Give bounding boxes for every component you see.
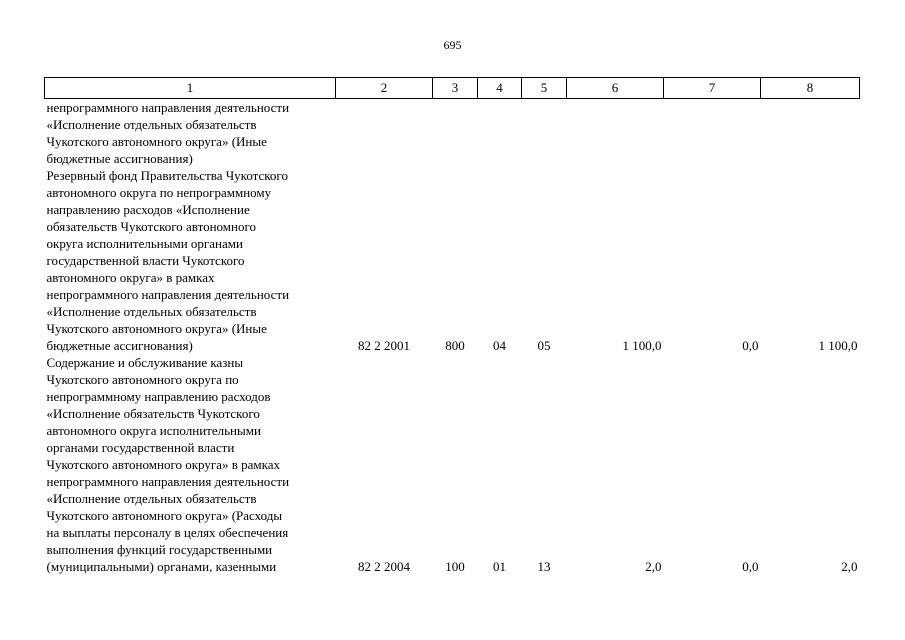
row-col8	[761, 99, 860, 168]
column-header-6: 6	[567, 78, 664, 99]
row-col8: 2,0	[841, 559, 858, 574]
description-line: государственной власти Чукотского	[46, 253, 245, 268]
column-header-2: 2	[336, 78, 433, 99]
row-col5: 13	[537, 559, 551, 574]
description-line: непрограммного направления деятельности	[46, 100, 290, 115]
table-row	[45, 99, 860, 168]
row-col6: 1 100,0	[622, 338, 662, 353]
description-line: Содержание и обслуживание казны	[46, 355, 244, 370]
column-header-8: 8	[761, 78, 860, 99]
description-line: Чукотского автономного округа» в рамках	[46, 457, 280, 472]
row-col7	[664, 99, 761, 168]
row-code: 82 2 2001	[358, 338, 410, 353]
description-line: Чукотского автономного округа» (Иные	[46, 134, 267, 149]
description-line: Чукотского автономного округа» (Иные	[46, 321, 267, 336]
description-line: «Исполнение отдельных обязательств	[46, 117, 257, 132]
table-row	[45, 167, 860, 354]
row-col8: 1 100,0	[818, 338, 858, 353]
description-line: непрограммного направления деятельности	[46, 474, 290, 489]
row-col6: 2,0	[645, 559, 662, 574]
row-col4: 01	[493, 559, 506, 574]
description-line: «Исполнение отдельных обязательств	[46, 304, 257, 319]
description-line: направлению расходов «Исполнение	[46, 202, 250, 217]
column-header-3: 3	[433, 78, 478, 99]
row-description	[45, 99, 336, 168]
description-line: на выплаты персоналу в целях обеспечения	[46, 525, 289, 540]
description-line: непрограммному направлению расходов	[46, 389, 271, 404]
column-header-5: 5	[522, 78, 567, 99]
table-row	[45, 354, 860, 575]
row-col4	[478, 99, 522, 168]
row-col5	[522, 99, 567, 168]
description-line: Чукотского автономного округа по	[46, 372, 239, 387]
page-number: 695	[443, 38, 462, 52]
row-code	[336, 99, 433, 168]
row-col7: 0,0	[742, 338, 759, 353]
description-line: (муниципальными) органами, казенными	[46, 559, 277, 574]
row-col5: 05	[537, 338, 551, 353]
budget-table-container	[44, 77, 859, 575]
description-line: «Исполнение отдельных обязательств	[46, 491, 257, 506]
row-description	[45, 354, 336, 575]
row-col3: 100	[445, 559, 465, 574]
row-col3	[433, 99, 478, 168]
description-line: Резервный фонд Правительства Чукотского	[46, 168, 288, 183]
description-line: выполнения функций государственными	[46, 542, 273, 557]
description-line: автономного округа по непрограммному	[46, 185, 272, 200]
description-line: автономного округа исполнительными	[46, 423, 261, 438]
description-line: «Исполнение обязательств Чукотского	[46, 406, 260, 421]
description-line: автономного округа» в рамках	[46, 270, 215, 285]
description-line: округа исполнительными органами	[46, 236, 243, 251]
column-header-7: 7	[664, 78, 761, 99]
description-line: бюджетные ассигнования)	[46, 151, 193, 166]
row-col3: 800	[445, 338, 465, 353]
table-header-row	[45, 78, 860, 99]
description-line: органами государственной власти	[46, 440, 235, 455]
row-col7: 0,0	[742, 559, 759, 574]
row-description	[45, 167, 336, 354]
description-line: непрограммного направления деятельности	[46, 287, 290, 302]
description-line: бюджетные ассигнования)	[46, 338, 193, 353]
description-line: Чукотского автономного округа» (Расходы	[46, 508, 283, 523]
column-header-4: 4	[478, 78, 522, 99]
budget-table	[44, 77, 860, 575]
row-col4: 04	[493, 338, 506, 353]
description-line: обязательств Чукотского автономного	[46, 219, 256, 234]
column-header-1: 1	[45, 78, 336, 99]
row-col6	[567, 99, 664, 168]
row-code: 82 2 2004	[358, 559, 410, 574]
